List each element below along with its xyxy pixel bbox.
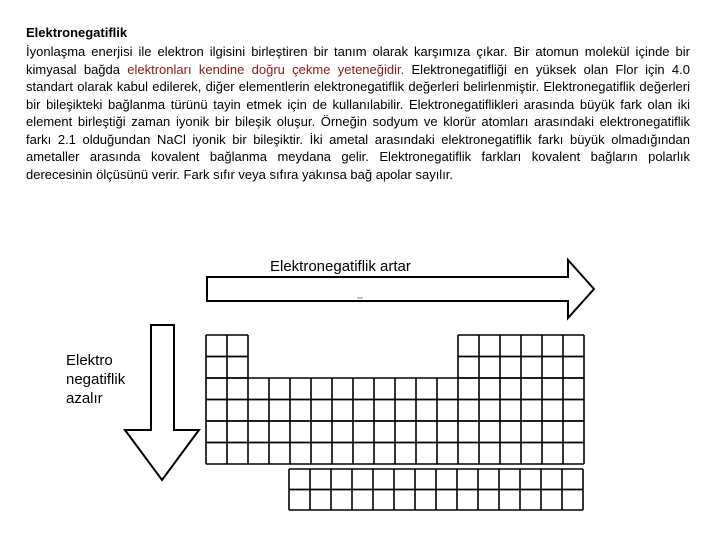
arrow-down-label: [66, 351, 125, 408]
periodic-table-grid: [206, 335, 584, 510]
paragraph-part-2: Elektronegatifliği en yüksek olan Flor için 4.0 standart olarak kabul edilerek, diğer elementlerin elektronegatiflik değerleri belirlenmiştir. Elektronegatiflik değerleri bir bileşikteki bağlanma türünü tayin etmek için de kullanılabilir. Elektronegatiflikleri arasında büyük fark olan iki element birleştiği zaman iyonik bir bileşik oluşur. Örneğin sodyum ve klorür atomları arasındaki elektronegatiflik farkı 2.1 olduğundan NaCl iyonik bir bileşiktir. İki ametal arasındaki elektronegatiflik farkı büyük olmadığından ametaller arasında kovalent bağlanma meydana gelir. Elektronegatiflik farkları kovalent bağların polarlık derecesinin ölçüsünü verir. Fark sıfır veya sıfıra yakınsa bağ apolar sayılır.: [26, 61, 690, 182]
arrow-right-label: Elektronegatiflik artar: [270, 258, 411, 275]
paragraph-part-1: İyonlaşma enerjisi ile elektron ilgisini birleştiren bir tanım olarak karşımıza çıkar. Bir atomun molekül içinde bir kimyasal bağda: [26, 44, 690, 77]
highlighted-definition: elektronları kendine doğru çekme yeteneğidir.: [127, 61, 405, 77]
arrow-down-label-line-3: azalır: [66, 390, 103, 407]
arrow-down-label-line-2: negatiflik: [66, 371, 126, 388]
arrow-down-label-line-1: Elektro: [66, 352, 113, 369]
page-title: Elektronegatiflik: [26, 25, 128, 40]
arrow-down-icon: [125, 325, 199, 480]
